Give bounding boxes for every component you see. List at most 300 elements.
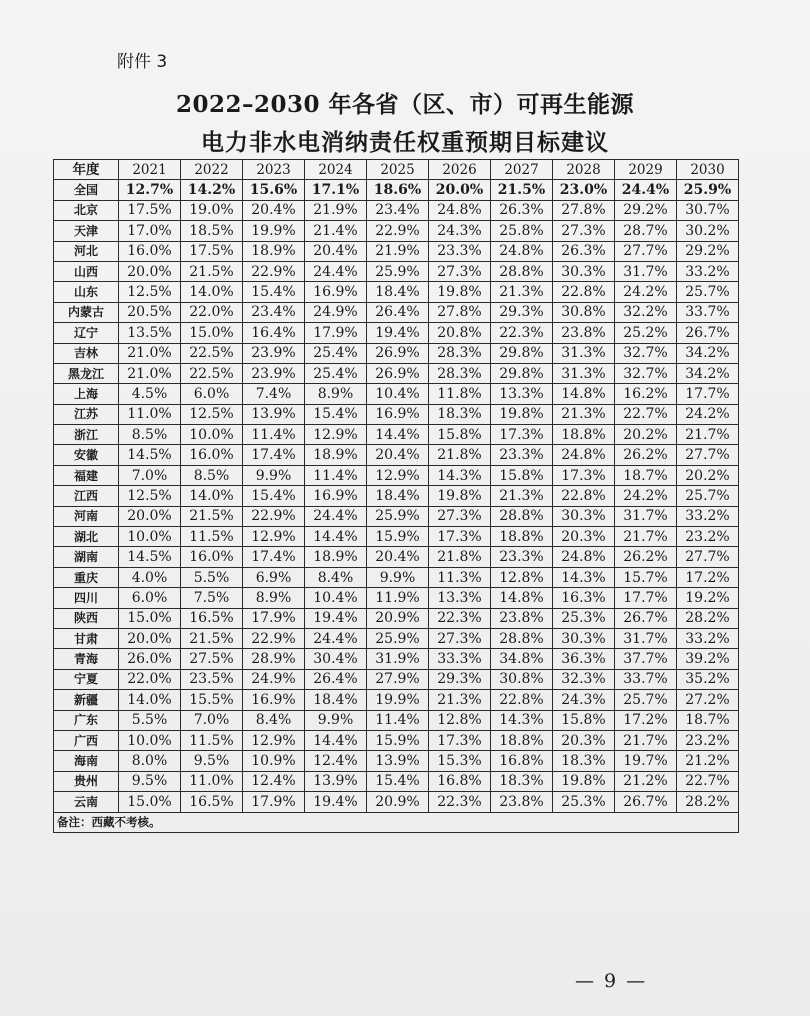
weight-cell: 23.8% [491,608,553,628]
weight-cell: 37.7% [615,649,677,669]
weight-cell: 30.3% [553,506,615,526]
table-row [54,425,739,445]
weight-cell: 29.3% [429,669,491,689]
weight-cell: 29.3% [491,302,553,322]
weight-cell: 11.4% [305,465,367,485]
weight-cell: 16.9% [243,690,305,710]
weight-cell: 17.5% [181,241,243,261]
weight-cell: 22.3% [429,608,491,628]
weight-cell: 30.3% [553,261,615,281]
region-name: 河北 [54,241,119,261]
header-year-2027: 2027 [491,160,553,180]
weight-cell: 24.8% [491,241,553,261]
weight-cell: 13.3% [429,588,491,608]
weight-cell: 14.3% [429,465,491,485]
weight-cell: 22.9% [243,261,305,281]
weight-cell: 18.4% [305,690,367,710]
weight-cell: 25.8% [491,221,553,241]
weight-cell: 33.7% [615,669,677,689]
weight-cell: 22.0% [181,302,243,322]
weight-cell: 17.1% [305,180,367,200]
weight-cell: 12.9% [243,730,305,750]
weight-cell: 15.4% [243,282,305,302]
weight-cell: 27.8% [429,302,491,322]
table-row [54,221,739,241]
weight-cell: 17.4% [243,547,305,567]
weight-cell: 14.8% [553,384,615,404]
document-title-line1: 2022–2030 年各省（区、市）可再生能源 [175,91,635,118]
weight-cell: 16.9% [305,282,367,302]
weight-cell: 23.4% [243,302,305,322]
weight-cell: 39.2% [677,649,739,669]
weight-cell: 14.4% [367,425,429,445]
weight-cell: 32.2% [615,302,677,322]
weight-cell: 18.8% [491,730,553,750]
weight-cell: 17.5% [119,200,181,220]
weight-cell: 26.4% [305,669,367,689]
weight-cell: 29.2% [615,200,677,220]
region-name: 海南 [54,751,119,771]
weight-cell: 36.3% [553,649,615,669]
weight-cell: 17.7% [677,384,739,404]
region-name: 上海 [54,384,119,404]
weight-cell: 10.4% [367,384,429,404]
weight-cell: 14.0% [181,486,243,506]
weight-cell: 34.2% [677,343,739,363]
weight-cell: 22.5% [181,363,243,383]
weight-cell: 15.8% [553,710,615,730]
region-name: 江西 [54,486,119,506]
weight-cell: 27.7% [615,241,677,261]
weight-cell: 21.0% [119,343,181,363]
table-note-row [54,812,739,832]
weight-cell: 13.9% [243,404,305,424]
weight-cell: 17.3% [491,425,553,445]
weight-cell: 24.2% [615,486,677,506]
table-row [54,527,739,547]
weight-cell: 12.8% [491,567,553,587]
weight-cell: 16.8% [429,771,491,791]
table-row [54,384,739,404]
weight-cell: 26.3% [553,241,615,261]
weight-cell: 15.8% [429,425,491,445]
weight-cell: 21.2% [677,751,739,771]
weight-cell: 12.4% [243,771,305,791]
weight-cell: 31.3% [553,363,615,383]
weight-cell: 8.9% [305,384,367,404]
weight-cell: 14.3% [553,567,615,587]
weight-cell: 17.3% [429,527,491,547]
weight-cell: 16.0% [119,241,181,261]
weight-cell: 21.5% [491,180,553,200]
weight-cell: 28.2% [677,608,739,628]
region-name: 甘肃 [54,628,119,648]
weight-cell: 17.9% [305,323,367,343]
weight-cell: 24.9% [243,669,305,689]
weight-cell: 24.2% [677,404,739,424]
weight-cell: 20.4% [367,445,429,465]
weight-cell: 5.5% [119,710,181,730]
weight-cell: 29.8% [491,363,553,383]
weight-cell: 33.2% [677,261,739,281]
weight-cell: 14.3% [491,710,553,730]
table-row [54,323,739,343]
weight-cell: 11.0% [119,404,181,424]
weight-cell: 13.9% [367,751,429,771]
table-row [54,751,739,771]
region-name: 浙江 [54,425,119,445]
weight-cell: 21.5% [181,261,243,281]
weight-cell: 30.7% [677,200,739,220]
weight-cell: 25.9% [367,506,429,526]
weight-cell: 20.4% [367,547,429,567]
table-row [54,730,739,750]
weight-cell: 31.3% [553,343,615,363]
weight-cell: 20.3% [553,730,615,750]
weight-cell: 26.2% [615,445,677,465]
weight-cell: 10.0% [181,425,243,445]
weight-cell: 25.9% [677,180,739,200]
header-year-2025: 2025 [367,160,429,180]
weight-cell: 10.0% [119,730,181,750]
region-name: 河南 [54,506,119,526]
weight-cell: 19.9% [243,221,305,241]
weight-cell: 19.8% [429,486,491,506]
weight-cell: 11.9% [367,588,429,608]
weight-cell: 22.8% [491,690,553,710]
weight-cell: 31.7% [615,628,677,648]
table-row [54,792,739,812]
weight-cell: 23.4% [367,200,429,220]
weight-cell: 19.0% [181,200,243,220]
table-row [54,710,739,730]
region-name: 重庆 [54,567,119,587]
weight-cell: 21.9% [367,241,429,261]
weight-cell: 25.3% [553,608,615,628]
weight-cell: 23.3% [491,445,553,465]
weight-cell: 26.9% [367,343,429,363]
header-year-2029: 2029 [615,160,677,180]
region-name: 云南 [54,792,119,812]
weight-cell: 6.0% [119,588,181,608]
weight-cell: 22.7% [677,771,739,791]
weight-cell: 20.0% [119,506,181,526]
weight-cell: 30.8% [491,669,553,689]
weight-cell: 16.0% [181,547,243,567]
weight-cell: 25.9% [367,628,429,648]
weight-cell: 15.7% [615,567,677,587]
weight-cell: 15.0% [119,792,181,812]
weight-cell: 26.4% [367,302,429,322]
weight-cell: 25.4% [305,343,367,363]
header-year-label: 年度 [54,160,119,180]
weight-cell: 25.4% [305,363,367,383]
weight-cell: 14.4% [305,730,367,750]
weight-cell: 20.3% [553,527,615,547]
table-row [54,404,739,424]
weight-cell: 20.0% [119,628,181,648]
weight-cell: 12.9% [367,465,429,485]
weight-cell: 23.3% [429,241,491,261]
weight-cell: 21.3% [553,404,615,424]
weight-cell: 15.4% [367,771,429,791]
weight-cell: 32.7% [615,363,677,383]
weight-cell: 23.5% [181,669,243,689]
weight-cell: 18.9% [305,445,367,465]
weight-cell: 16.8% [491,751,553,771]
table-row [54,465,739,485]
weight-cell: 27.3% [429,506,491,526]
weight-cell: 24.3% [553,690,615,710]
weight-cell: 28.2% [677,792,739,812]
weight-cell: 24.8% [553,547,615,567]
weight-cell: 24.8% [429,200,491,220]
weight-cell: 23.8% [491,792,553,812]
weight-cell: 7.5% [181,588,243,608]
weight-cell: 31.7% [615,506,677,526]
weight-cell: 27.3% [553,221,615,241]
region-name: 辽宁 [54,323,119,343]
weight-cell: 15.4% [305,404,367,424]
weight-cell: 16.5% [181,792,243,812]
table-row [54,363,739,383]
attachment-label: 附件 3 [117,52,168,72]
weight-cell: 17.3% [553,465,615,485]
weight-cell: 11.5% [181,730,243,750]
weight-cell: 25.7% [677,282,739,302]
weight-cell: 28.3% [429,363,491,383]
weight-cell: 9.5% [119,771,181,791]
weight-cell: 23.2% [677,730,739,750]
weight-cell: 17.4% [243,445,305,465]
header-year-2021: 2021 [119,160,181,180]
weight-cell: 16.2% [615,384,677,404]
weight-cell: 22.7% [615,404,677,424]
weight-cell: 11.3% [429,567,491,587]
weight-cell: 18.8% [553,425,615,445]
weight-cell: 20.5% [119,302,181,322]
region-name: 贵州 [54,771,119,791]
weight-cell: 15.9% [367,527,429,547]
weight-cell: 17.9% [243,608,305,628]
weight-cell: 16.0% [181,445,243,465]
weight-cell: 30.8% [553,302,615,322]
weight-cell: 18.7% [615,465,677,485]
weight-cell: 17.0% [119,221,181,241]
weight-cell: 14.4% [305,527,367,547]
weight-cell: 21.2% [615,771,677,791]
weight-cell: 7.0% [119,465,181,485]
weight-cell: 7.4% [243,384,305,404]
weight-cell: 22.9% [367,221,429,241]
weight-cell: 34.8% [491,649,553,669]
weight-cell: 31.7% [615,261,677,281]
region-name: 新疆 [54,690,119,710]
weight-cell: 7.0% [181,710,243,730]
weight-cell: 27.9% [367,669,429,689]
table-row [54,241,739,261]
weight-cell: 28.8% [491,628,553,648]
weight-cell: 19.8% [491,404,553,424]
weight-cell: 27.8% [553,200,615,220]
weight-cell: 15.6% [243,180,305,200]
weight-cell: 16.9% [367,404,429,424]
table-row [54,343,739,363]
weight-cell: 24.2% [615,282,677,302]
weight-cell: 16.4% [243,323,305,343]
table-row [54,771,739,791]
weight-cell: 12.9% [243,527,305,547]
weight-cell: 32.3% [553,669,615,689]
weight-cell: 15.8% [491,465,553,485]
weight-cell: 30.4% [305,649,367,669]
weight-cell: 14.2% [181,180,243,200]
weight-cell: 11.8% [429,384,491,404]
weight-cell: 27.7% [677,445,739,465]
weight-cell: 8.5% [181,465,243,485]
weight-cell: 21.8% [429,445,491,465]
weight-cell: 15.3% [429,751,491,771]
table-row [54,486,739,506]
weight-cell: 12.5% [181,404,243,424]
weight-cell: 9.5% [181,751,243,771]
table-row [54,506,739,526]
header-year-2023: 2023 [243,160,305,180]
weight-cell: 18.9% [243,241,305,261]
weight-cell: 8.4% [243,710,305,730]
weight-cell: 17.7% [615,588,677,608]
weight-cell: 15.0% [181,323,243,343]
weight-cell: 10.9% [243,751,305,771]
weight-cell: 15.5% [181,690,243,710]
region-name: 湖北 [54,527,119,547]
weight-cell: 9.9% [243,465,305,485]
weight-cell: 25.3% [553,792,615,812]
weight-cell: 29.8% [491,343,553,363]
weight-cell: 12.9% [305,425,367,445]
region-name: 福建 [54,465,119,485]
weight-cell: 9.9% [367,567,429,587]
region-name: 宁夏 [54,669,119,689]
region-name: 全国 [54,180,119,200]
weight-cell: 25.2% [615,323,677,343]
weight-cell: 19.9% [367,690,429,710]
region-name: 陕西 [54,608,119,628]
weight-cell: 10.4% [305,588,367,608]
weight-cell: 14.0% [119,690,181,710]
weight-cell: 25.7% [615,690,677,710]
weight-cell: 26.9% [367,363,429,383]
weight-cell: 18.3% [491,771,553,791]
weight-cell: 21.0% [119,363,181,383]
weight-cell: 21.7% [615,527,677,547]
table-row [54,690,739,710]
weight-cell: 20.2% [615,425,677,445]
weight-cell: 12.5% [119,282,181,302]
weight-cell: 19.8% [429,282,491,302]
table-row [54,200,739,220]
weight-cell: 4.5% [119,384,181,404]
header-year-2030: 2030 [677,160,739,180]
weight-cell: 28.7% [615,221,677,241]
weight-cell: 35.2% [677,669,739,689]
region-name: 山西 [54,261,119,281]
weight-cell: 24.4% [305,628,367,648]
weight-cell: 25.7% [677,486,739,506]
weight-cell: 33.3% [429,649,491,669]
weight-cell: 20.0% [119,261,181,281]
weight-cell: 27.2% [677,690,739,710]
weight-cell: 23.0% [553,180,615,200]
weight-cell: 17.3% [429,730,491,750]
weight-cell: 11.0% [181,771,243,791]
region-name: 江苏 [54,404,119,424]
weight-cell: 24.3% [429,221,491,241]
table-row [54,547,739,567]
region-name: 吉林 [54,343,119,363]
region-name: 安徽 [54,445,119,465]
weight-cell: 24.4% [615,180,677,200]
weight-cell: 33.2% [677,628,739,648]
table-row [54,608,739,628]
weight-cell: 8.9% [243,588,305,608]
region-name: 湖南 [54,547,119,567]
weight-cell: 14.8% [491,588,553,608]
weight-cell: 22.8% [553,486,615,506]
weight-cell: 12.4% [305,751,367,771]
weight-cell: 23.9% [243,343,305,363]
weight-cell: 26.7% [615,608,677,628]
weight-cell: 27.5% [181,649,243,669]
region-name: 天津 [54,221,119,241]
weight-cell: 24.4% [305,506,367,526]
weight-cell: 13.5% [119,323,181,343]
weight-cell: 6.9% [243,567,305,587]
weight-cell: 15.0% [119,608,181,628]
weight-cell: 26.7% [677,323,739,343]
table-row [54,669,739,689]
header-year-2028: 2028 [553,160,615,180]
table-row [54,588,739,608]
weight-cell: 21.9% [305,200,367,220]
weight-cell: 23.2% [677,527,739,547]
page-number: — 9 — [575,970,648,992]
weight-cell: 17.2% [677,567,739,587]
weight-cell: 28.9% [243,649,305,669]
weight-cell: 19.7% [615,751,677,771]
region-name: 北京 [54,200,119,220]
weight-cell: 16.5% [181,608,243,628]
weight-cell: 18.8% [491,527,553,547]
target-weights-table [53,159,739,833]
weight-cell: 18.5% [181,221,243,241]
weight-cell: 23.3% [491,547,553,567]
weight-cell: 11.4% [243,425,305,445]
weight-cell: 6.0% [181,384,243,404]
weight-cell: 19.4% [367,323,429,343]
weight-cell: 11.4% [367,710,429,730]
weight-cell: 26.2% [615,547,677,567]
weight-cell: 29.2% [677,241,739,261]
weight-cell: 31.9% [367,649,429,669]
weight-cell: 4.0% [119,567,181,587]
weight-cell: 21.7% [615,730,677,750]
weight-cell: 21.3% [491,486,553,506]
weight-cell: 10.0% [119,527,181,547]
table-row [54,180,739,200]
weight-cell: 8.0% [119,751,181,771]
weight-cell: 21.3% [491,282,553,302]
